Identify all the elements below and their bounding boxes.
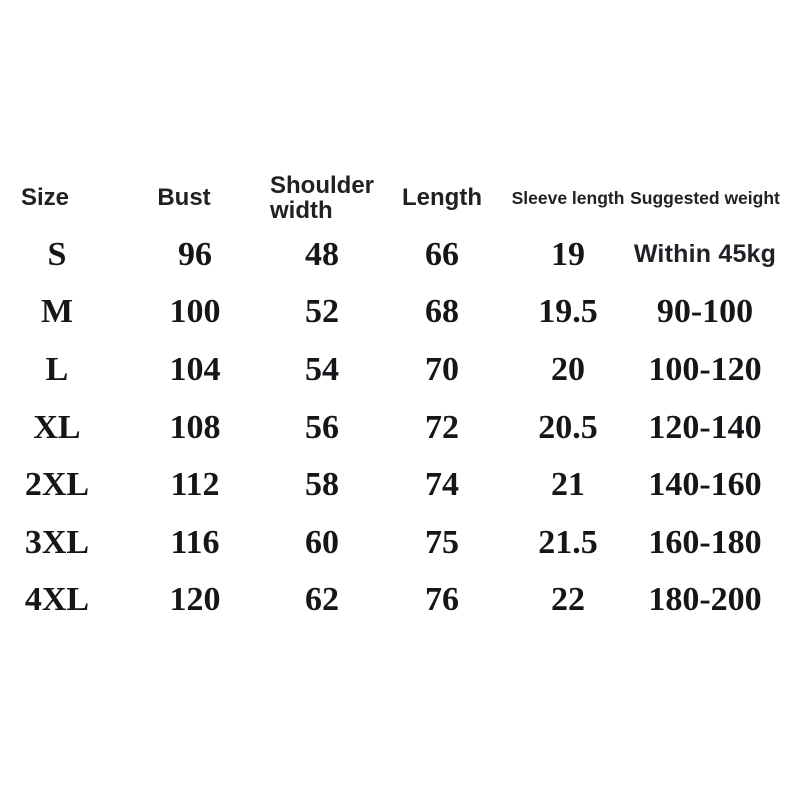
cell-size (0, 284, 114, 342)
cell-shoulder-width (276, 399, 368, 457)
cell-suggested-weight (620, 572, 790, 630)
column-header-length-label: Length (402, 184, 482, 212)
bust-value: 108 (169, 408, 221, 446)
cell-length (368, 456, 516, 514)
cell-sleeve-length (516, 572, 620, 630)
cell-bust (114, 399, 276, 457)
cell-suggested-weight (620, 514, 790, 572)
shoulder-width-value: 48 (305, 235, 339, 273)
cell-shoulder-width (276, 514, 368, 572)
column-header-sleeve-length (511, 170, 625, 226)
column-header-shoulder-width-label: Shoulder width (270, 171, 375, 224)
bust-value: 116 (170, 523, 220, 561)
cell-sleeve-length (516, 399, 620, 457)
length-value: 76 (425, 581, 459, 619)
shoulder-width-value: 52 (305, 293, 339, 331)
sleeve-length-value: 19.5 (538, 293, 598, 331)
cell-size (0, 514, 114, 572)
sleeve-length-value: 21.5 (538, 523, 598, 561)
column-header-bust (114, 170, 276, 226)
cell-sleeve-length (516, 226, 620, 284)
cell-sleeve-length (516, 514, 620, 572)
cell-length (368, 341, 516, 399)
bust-value: 120 (169, 581, 221, 619)
size-value: S (47, 235, 67, 273)
size-value: 2XL (24, 466, 90, 504)
shoulder-width-value: 54 (305, 350, 339, 388)
bust-value: 96 (178, 235, 212, 273)
cell-size (0, 399, 114, 457)
cell-shoulder-width (276, 456, 368, 514)
suggested-weight-value: 100-120 (648, 350, 762, 388)
bust-value: 104 (169, 350, 221, 388)
size-value: L (45, 350, 69, 388)
shoulder-width-value: 60 (305, 523, 339, 561)
sleeve-length-value: 20.5 (538, 408, 598, 446)
sleeve-length-value: 20 (551, 350, 585, 388)
length-value: 70 (425, 350, 459, 388)
cell-size (0, 456, 114, 514)
cell-length (368, 572, 516, 630)
suggested-weight-value: 120-140 (648, 408, 762, 446)
shoulder-width-value: 58 (305, 466, 339, 504)
shoulder-width-value: 62 (305, 581, 339, 619)
column-header-bust-label: Bust (157, 184, 211, 212)
size-value: 4XL (24, 581, 90, 619)
length-value: 68 (425, 293, 459, 331)
cell-size (0, 341, 114, 399)
cell-length (368, 226, 516, 284)
cell-length (368, 399, 516, 457)
cell-shoulder-width (276, 226, 368, 284)
cell-sleeve-length (516, 284, 620, 342)
suggested-weight-value: 90-100 (656, 293, 754, 331)
shoulder-width-value: 56 (305, 408, 339, 446)
column-header-shoulder-width (270, 170, 375, 226)
cell-bust (114, 341, 276, 399)
cell-sleeve-length (516, 341, 620, 399)
column-header-size-label: Size (20, 184, 70, 212)
length-value: 66 (425, 235, 459, 273)
suggested-weight-value: Within 45kg (633, 240, 777, 269)
bust-value: 112 (170, 466, 220, 504)
sleeve-length-value: 19 (551, 235, 585, 273)
column-header-suggested-weight (620, 170, 790, 226)
sleeve-length-value: 22 (551, 581, 585, 619)
cell-bust (114, 514, 276, 572)
cell-size (0, 226, 114, 284)
cell-sleeve-length (516, 456, 620, 514)
column-header-size (0, 170, 114, 226)
cell-shoulder-width (276, 341, 368, 399)
suggested-weight-value: 140-160 (648, 466, 762, 504)
length-value: 72 (425, 408, 459, 446)
cell-suggested-weight (620, 284, 790, 342)
cell-suggested-weight (620, 399, 790, 457)
cell-bust (114, 284, 276, 342)
cell-suggested-weight (620, 226, 790, 284)
length-value: 75 (425, 523, 459, 561)
length-value: 74 (425, 466, 459, 504)
bust-value: 100 (169, 293, 221, 331)
size-value: M (40, 293, 74, 331)
cell-suggested-weight (620, 456, 790, 514)
suggested-weight-value: 180-200 (648, 581, 762, 619)
cell-length (368, 284, 516, 342)
cell-length (368, 514, 516, 572)
suggested-weight-value: 160-180 (648, 523, 762, 561)
sleeve-length-value: 21 (551, 466, 585, 504)
column-header-sleeve-length-label: Sleeve length (511, 187, 625, 208)
size-chart-table (0, 170, 800, 629)
size-value: XL (33, 408, 81, 446)
cell-size (0, 572, 114, 630)
size-value: 3XL (24, 523, 90, 561)
cell-shoulder-width (276, 572, 368, 630)
column-header-suggested-weight-label: Suggested weight (630, 187, 780, 208)
cell-bust (114, 226, 276, 284)
cell-suggested-weight (620, 341, 790, 399)
cell-bust (114, 456, 276, 514)
cell-shoulder-width (276, 284, 368, 342)
column-header-length (368, 170, 516, 226)
cell-bust (114, 572, 276, 630)
